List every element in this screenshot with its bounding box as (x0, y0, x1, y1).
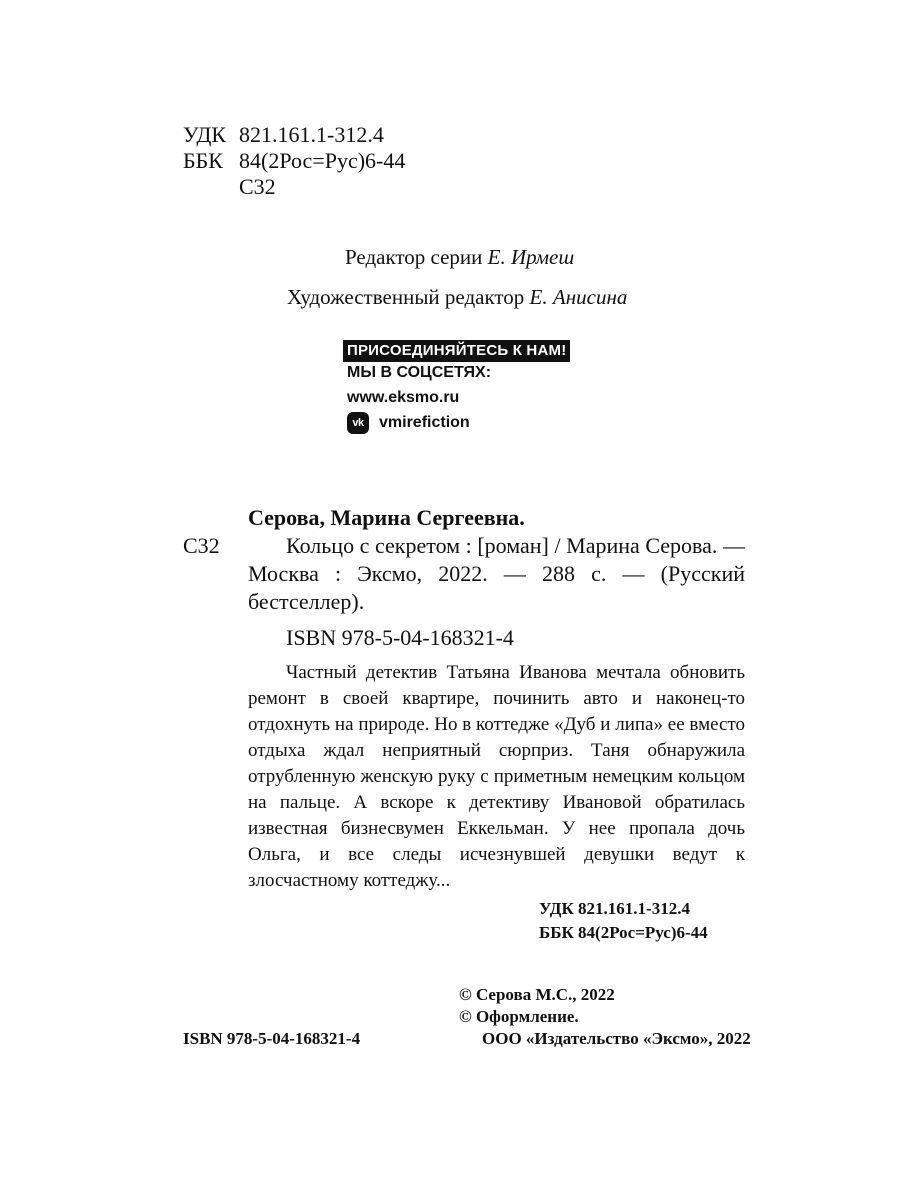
art-editor-label: Художественный редактор (287, 285, 525, 309)
footer-udk: УДК 821.161.1-312.4 (539, 899, 690, 918)
author-sign-row (183, 174, 276, 200)
social-subtitle: МЫ В СОЦСЕТЯХ: (347, 364, 492, 381)
join-us-banner: ПРИСОЕДИНЯЙТЕСЬ К НАМ! (343, 340, 570, 362)
series-editor-label: Редактор серии (345, 245, 483, 269)
copyright-author: © Серова М.С., 2022 (459, 985, 615, 1004)
art-editor-line (287, 284, 627, 310)
udk-value: 821.161.1-312.4 (239, 122, 384, 147)
author-heading: Серова, Марина Сергеевна. (248, 505, 525, 530)
website-link[interactable]: www.eksmo.ru (347, 389, 460, 406)
bibliographic-description: Кольцо с секретом : [роман] / Марина Серова. — Москва : Эксмо, 2022. — 288 с. — (Русский бестселлер). (248, 533, 745, 614)
bbk-value: 84(2Рос=Рус)6-44 (239, 148, 406, 173)
series-editor-name: Е. Ирмеш (487, 245, 575, 269)
vk-handle-link[interactable]: vmirefiction (379, 414, 470, 431)
udk-label: УДК (183, 122, 227, 147)
bbk-row (183, 148, 405, 174)
annotation-paragraph: Частный детектив Татьяна Иванова мечтала обновить ремонт в своей квартире, починить авто и наконец-то отдохнуть на природе. Но в коттедже «Дуб и липа» ее вместо отдыха ждал неприятный сюрприз. Таня обнаружила отрубленную женскую руку с приметным немецким кольцом на пальце. А вскоре к детективу Ивановой обратилась известная бизнесвумен Еккельман. У нее пропала дочь Ольга, и все следы исчезнувшей девушки ведут к злосчастному коттеджу... (248, 662, 745, 891)
author-sign: С32 (239, 174, 276, 199)
art-editor-name: Е. Анисина (529, 285, 628, 309)
udk-row (183, 122, 384, 148)
bbk-label: ББК (183, 148, 223, 173)
bibliographic-code: С32 (183, 533, 220, 558)
footer-isbn: ISBN 978-5-04-168321-4 (183, 1029, 361, 1048)
series-editor-line (345, 244, 574, 270)
isbn-main: ISBN 978-5-04-168321-4 (286, 625, 514, 650)
footer-bbk: ББК 84(2Рос=Рус)6-44 (539, 923, 708, 942)
vk-icon: vk (347, 412, 369, 434)
publisher-line: ООО «Издательство «Эксмо», 2022 (482, 1029, 751, 1048)
copyright-design: © Оформление. (459, 1007, 579, 1026)
